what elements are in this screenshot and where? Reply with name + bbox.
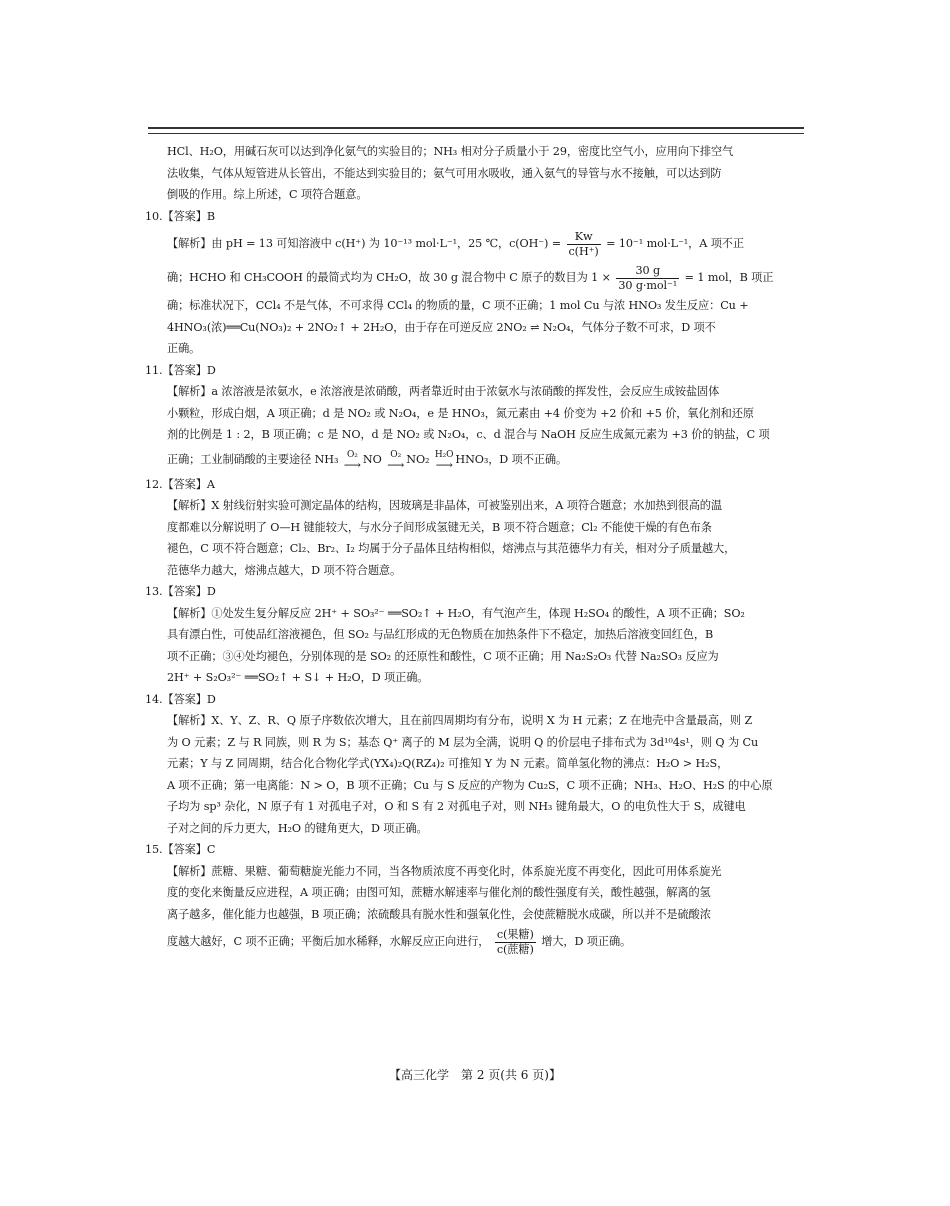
q11-answer: 11.【答案】D bbox=[145, 363, 216, 377]
q10-line-3: 确；标准状况下，CCl₄ 不是气体，不可求得 CCl₄ 的物质的量，C 项不正确；1 mol Cu 与浓 HNO₃ 发生反应：Cu + bbox=[167, 299, 749, 312]
q12-answer: 12.【答案】A bbox=[145, 477, 215, 491]
right-arrow-icon: ⟶ bbox=[343, 457, 361, 472]
fraction-numerator: c(果糖) bbox=[496, 927, 534, 941]
q14-line-3: 元素；Y 与 Z 同周期，结合化合物化学式(YX₄)₂Q(RZ₄)₂ 可推知 Y 为 N 元素。简单氢化物的沸点：H₂O > H₂S， bbox=[167, 757, 729, 770]
q15-line-4 bbox=[145, 925, 805, 959]
q10-line-4: 4HNO₃(浓)══Cu(NO₃)₂ + 2NO₂↑ + 2H₂O，由于存在可逆反应 2NO₂ ⇌ N₂O₄，气体分子数不可求，D 项不 bbox=[167, 320, 716, 334]
q13-line-2: 具有漂白性，可使品红溶液褪色，但 SO₂ 与品红形成的无色物质在加热条件下不稳定，加热后溶液变回红色，B bbox=[167, 628, 714, 641]
q12-line-3: 褪色，C 项不符合题意；Cl₂、Br₂、I₂ 均属于分子晶体且结构相似，熔沸点与其范德华力有关，相对分子质量越大， bbox=[167, 542, 736, 555]
q11-species-no: NO bbox=[362, 452, 382, 466]
q13-line-3: 项不正确；③④处均褪色，分别体现的是 SO₂ 的还原性和酸性，C 项不正确；用 Na₂S₂O₃ 代替 Na₂SO₃ 反应为 bbox=[167, 649, 719, 663]
q10-text-2b: = 1 mol，B 项正 bbox=[684, 271, 774, 284]
q14-line-6: 子对之间的斥力更大，H₂O 的键角更大，D 项正确。 bbox=[167, 821, 428, 835]
right-arrow-icon: ⟶ bbox=[387, 457, 405, 472]
q11-line-1: 【解析】a 浓溶液是浓氨水，e 浓溶液是浓硝酸，两者靠近时由于浓氨水与浓硝酸的挥发性，会反应生成铵盐固体 bbox=[167, 385, 720, 398]
q10-answer: 10.【答案】B bbox=[145, 209, 215, 223]
fraction-numerator: Kw bbox=[567, 230, 601, 245]
arrow-label: O₂ bbox=[346, 449, 358, 460]
fraction-numerator: 30 g bbox=[616, 264, 679, 279]
q11-species-no2: NO₂ bbox=[406, 452, 430, 466]
q15-text-4a: 度越大越好，C 项不正确；平衡后加水稀释，水解反应正向进行， bbox=[167, 935, 490, 948]
q14-answer: 14.【答案】D bbox=[145, 692, 216, 706]
intro-line-2: 法收集，气体从短管进从长管出，不能达到实验目的；氨气可用水吸收，通入氨气的导管与水不接触，可以达到防 bbox=[167, 166, 722, 180]
q10-fraction-mass bbox=[616, 264, 679, 293]
q13-answer: 13.【答案】D bbox=[145, 585, 216, 598]
q12-line-4: 范德华力越大，熔沸点越大，D 项不符合题意。 bbox=[167, 563, 402, 577]
content bbox=[145, 141, 805, 959]
header-rule-thin bbox=[148, 133, 804, 134]
q12-line-2: 度都难以分解说明了 O—H 键能较大，与水分子间形成氢键无关，B 项不符合题意；Cl₂ 不能使干燥的有色布条 bbox=[167, 520, 712, 534]
q10-line-2 bbox=[145, 261, 805, 295]
reaction-arrow-o2 bbox=[344, 450, 361, 470]
q11-line-3: 剂的比例是 1 : 2，B 项正确；c 是 NO，d 是 NO₂ 或 N₂O₄，c、d 混合与 NaOH 反应生成氮元素为 +3 价的钠盐，C 项 bbox=[167, 428, 770, 441]
fraction-denominator: c(蔗糖) bbox=[496, 942, 534, 956]
q11-line-2: 小颗粒，形成白烟，A 项正确；d 是 NO₂ 或 N₂O₄，e 是 HNO₃，氮元素由 +4 价变为 +2 价和 +5 价，氧化剂和还原 bbox=[167, 406, 754, 420]
q12-line-1: 【解析】X 射线衍射实验可测定晶体的结构，因玻璃是非晶体，可被鉴别出来，A 项符合题意；水加热到很高的温 bbox=[167, 499, 722, 512]
header-rule bbox=[148, 127, 804, 129]
q15-line-1: 【解析】蔗糖、果糖、葡萄糖旋光能力不同，当各物质浓度不再变化时，体系旋光度不再变化，因此可用体系旋光 bbox=[167, 864, 722, 878]
q15-line-3: 离子越多，催化能力也越强，B 项正确；浓硫酸具有脱水性和强氧化性，会使蔗糖脱水成碳，所以并不是硫酸浓 bbox=[167, 907, 711, 921]
page-footer: 【高三化学 第 2 页(共 6 页)】 bbox=[389, 1068, 561, 1082]
q10-text-2a: 确；HCHO 和 CH₃COOH 的最简式均为 CH₂O，故 30 g 混合物中 C 原子的数目为 1 × bbox=[167, 271, 611, 284]
reaction-arrow-o2-2 bbox=[387, 450, 404, 470]
q11-line-4 bbox=[145, 446, 805, 474]
arrow-label: O₂ bbox=[390, 449, 402, 460]
fraction-denominator: 30 g·mol⁻¹ bbox=[618, 278, 678, 292]
intro-line-3: 倒吸的作用。综上所述，C 项符合题意。 bbox=[167, 188, 368, 201]
fraction-denominator: c(H⁺) bbox=[568, 244, 599, 258]
intro-line-1: HCl、H₂O，用碱石灰可以达到净化氨气的实验目的；NH₃ 相对分子质量小于 29，密度比空气小，应用向下排空气 bbox=[167, 145, 734, 158]
q10-line-1 bbox=[145, 227, 805, 261]
q14-line-1: 【解析】X、Y、Z、R、Q 原子序数依次增大，且在前四周期均有分布，说明 X 为 H 元素；Z 在地壳中含量最高，则 Z bbox=[167, 714, 753, 727]
q15-fraction-ratio bbox=[495, 928, 536, 957]
q10-line-5: 正确。 bbox=[167, 342, 201, 355]
q13-line-4: 2H⁺ + S₂O₃²⁻ ══SO₂↑ + S↓ + H₂O，D 项正确。 bbox=[167, 671, 429, 684]
q15-answer: 15.【答案】C bbox=[145, 843, 216, 856]
q14-line-4: A 项不正确；第一电离能：N > O，B 项不正确；Cu 与 S 反应的产物为 Cu₂S，C 项不正确；NH₃、H₂O、H₂S 的中心原 bbox=[167, 778, 773, 792]
q14-line-5: 子均为 sp³ 杂化，N 原子有 1 对孤电子对，O 和 S 有 2 对孤电子对，则 NH₃ 键角最大，O 的电负性大于 S，成键电 bbox=[167, 800, 746, 813]
reaction-arrow-h2o bbox=[435, 450, 454, 470]
q11-text-4a: 正确；工业制硝酸的主要途径 NH₃ bbox=[167, 452, 339, 466]
q13-line-1: 【解析】①处发生复分解反应 2H⁺ + SO₃²⁻ ══SO₂↑ + H₂O，有气泡产生，体现 H₂SO₄ 的酸性，A 项不正确；SO₂ bbox=[167, 606, 745, 620]
q10-text-1a: 【解析】由 pH = 13 可知溶液中 c(H⁺) 为 10⁻¹³ mol·L⁻¹，25 ℃，c(OH⁻) = bbox=[167, 237, 562, 250]
right-arrow-icon: ⟶ bbox=[435, 457, 453, 472]
q10-fraction-kw bbox=[567, 230, 601, 259]
arrow-label: H₂O bbox=[434, 449, 454, 460]
q15-text-4b: 增大，D 项正确。 bbox=[541, 935, 632, 948]
q15-line-2: 度的变化来衡量反应进程，A 项正确；由图可知，蔗糖水解速率与催化剂的酸性强度有关，酸性越强，解离的氢 bbox=[167, 886, 711, 899]
q11-text-4b: HNO₃，D 项不正确。 bbox=[455, 452, 568, 466]
q14-line-2: 为 O 元素；Z 与 R 同族，则 R 为 S；基态 Q⁺ 离子的 M 层为全满，说明 Q 的价层电子排布式为 3d¹⁰4s¹，则 Q 为 Cu bbox=[167, 735, 759, 749]
q10-text-1b: = 10⁻¹ mol·L⁻¹，A 项不正 bbox=[606, 237, 744, 250]
